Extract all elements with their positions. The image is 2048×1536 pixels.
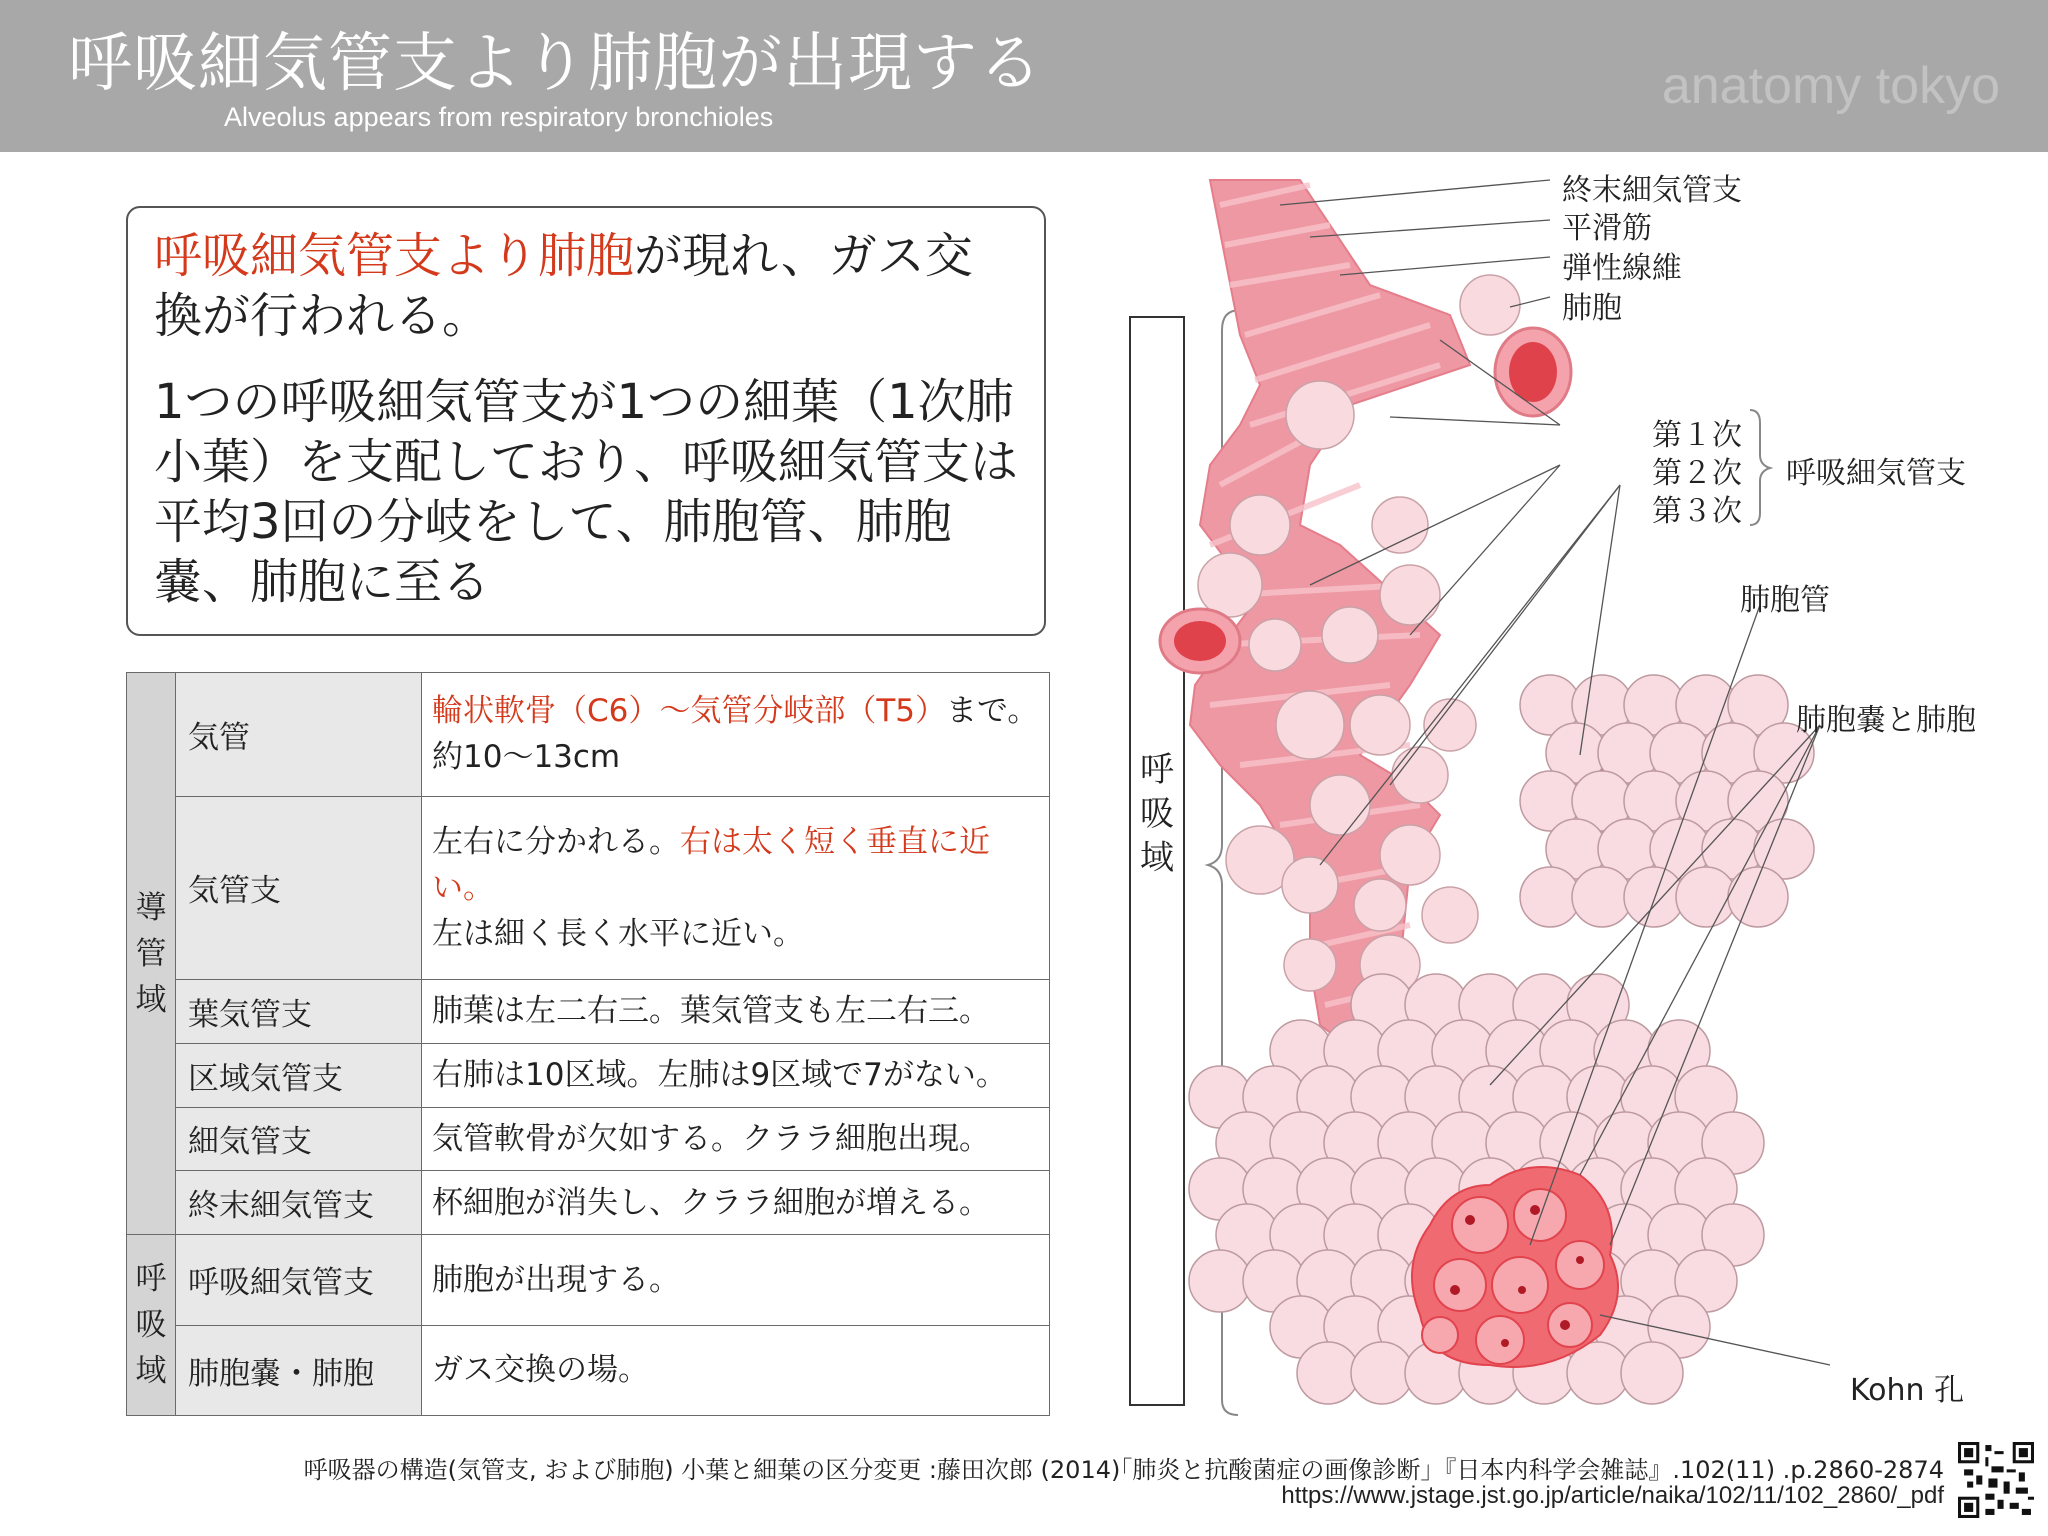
row-name: 呼吸細気管支 (176, 1235, 422, 1325)
row-name: 葉気管支 (176, 980, 422, 1044)
row-desc-highlight: 右は太く短く垂直に近い。 (432, 823, 990, 906)
row-desc (422, 673, 1050, 797)
table-row (127, 1043, 1050, 1107)
row-name: 気管 (176, 673, 422, 797)
label-alveolar-duct: 肺胞管 (1740, 583, 1830, 618)
row-name: 区域気管支 (176, 1043, 422, 1107)
alveolus-bubble (1351, 1342, 1413, 1404)
row-desc: 気管軟骨が欠如する。クララ細胞出現。 (422, 1107, 1050, 1171)
row-desc: 右肺は10区域。左肺は9区域で7がない。 (422, 1043, 1050, 1107)
row-desc-text: 左右に分かれる。 (432, 823, 680, 860)
label-second-order: 第２次 (1652, 456, 1742, 491)
label-elastic-fiber: 弾性線維 (1562, 251, 1682, 286)
label-kohn-pore: Kohn 孔 (1850, 1373, 1965, 1408)
label-alveolar-sac: 肺胞嚢と肺胞 (1796, 703, 1976, 738)
row-name: 終末細気管支 (176, 1171, 422, 1235)
row-desc-highlight: 輪状軟骨（C6）〜気管分岐部（T5） (432, 693, 947, 730)
group-label: 呼 吸 域 (135, 1261, 167, 1390)
header-bar (0, 0, 2048, 152)
page-title: 呼吸細気管支より肺胞が出現する (68, 27, 1043, 101)
table-row (127, 1171, 1050, 1235)
row-desc: 杯細胞が消失し、クララ細胞が増える。 (422, 1171, 1050, 1235)
table-row (127, 1235, 1050, 1325)
alveolus-bubble (1189, 1250, 1251, 1312)
summary-line-1 (154, 226, 1018, 346)
row-desc (422, 796, 1050, 979)
row-name: 気管支 (176, 796, 422, 979)
label-respiratory-bronchiole: 呼吸細気管支 (1786, 456, 1966, 491)
row-desc: ガス交換の場。 (422, 1325, 1050, 1416)
alveolus-bubble (1676, 867, 1736, 927)
summary-line-2: 1つの呼吸細気管支が1つの細葉（1次肺小葉）を支配しており、呼吸細気管支は平均3回の分岐をして、肺胞管、肺胞嚢、肺胞に至る (154, 374, 1019, 610)
alveolus-bubble (1520, 867, 1580, 927)
summary-box (126, 206, 1046, 636)
row-name: 肺胞嚢・肺胞 (176, 1325, 422, 1416)
table-row (127, 1325, 1050, 1416)
label-smooth-muscle: 平滑筋 (1562, 211, 1652, 246)
table-row (127, 1107, 1050, 1171)
label-alveolus: 肺胞 (1562, 291, 1622, 326)
row-name: 細気管支 (176, 1107, 422, 1171)
label-terminal-bronchiole: 終末細気管支 (1562, 173, 1742, 208)
group-respiratory (127, 1235, 176, 1416)
label-third-order: 第３次 (1652, 494, 1742, 529)
alveolus-bubble (1572, 867, 1632, 927)
table-row (127, 980, 1050, 1044)
bronchiole-illustration (1110, 165, 1990, 1435)
alveolus-bubble (1621, 1342, 1683, 1404)
airway-table (126, 672, 1050, 1416)
row-desc: 肺胞が出現する。 (422, 1235, 1050, 1325)
summary-highlight: 呼吸細気管支より肺胞 (154, 228, 635, 284)
alveolus-bubble (1297, 1342, 1359, 1404)
reference-url[interactable]: https://www.jstage.jst.go.jp/article/naika/102/11/102_2860/_pdf (1281, 1482, 1944, 1509)
table-row (127, 673, 1050, 797)
reference-citation: 呼吸器の構造(気管支, および肺胞) 小葉と細葉の区分変更 :藤田次郎 (2014)｢肺炎と抗酸菌症の画像診断｣『日本内科学会雑誌』.102(11) .p.2860-2874 (303, 1456, 1944, 1484)
brand-watermark: anatomy tokyo (1661, 57, 2000, 115)
row-desc: 肺葉は左二右三。葉気管支も左二右三。 (422, 980, 1050, 1044)
row-desc-text: まで。 (946, 693, 1039, 730)
region-label: 呼吸域 (1140, 750, 1174, 878)
order-brace (1750, 410, 1770, 525)
bronchiole-diagram (1110, 165, 1990, 1439)
row-desc-text-2: 約10〜13cm (432, 739, 621, 776)
alveolus-bubble (1624, 867, 1684, 927)
group-conducting (127, 673, 176, 1235)
qr-code-icon[interactable] (1958, 1442, 2034, 1518)
group-label: 導 管 域 (135, 889, 167, 1018)
label-first-order: 第１次 (1652, 418, 1742, 453)
page-subtitle: Alveolus appears from respiratory bronchioles (224, 102, 774, 132)
summary-line-1-rest: が現れ、ガス交換が行われる。 (154, 228, 973, 344)
table-row (127, 796, 1050, 979)
row-desc-text-2: 左は細く長く水平に近い。 (432, 915, 804, 952)
alveolus-bubble (1728, 867, 1788, 927)
